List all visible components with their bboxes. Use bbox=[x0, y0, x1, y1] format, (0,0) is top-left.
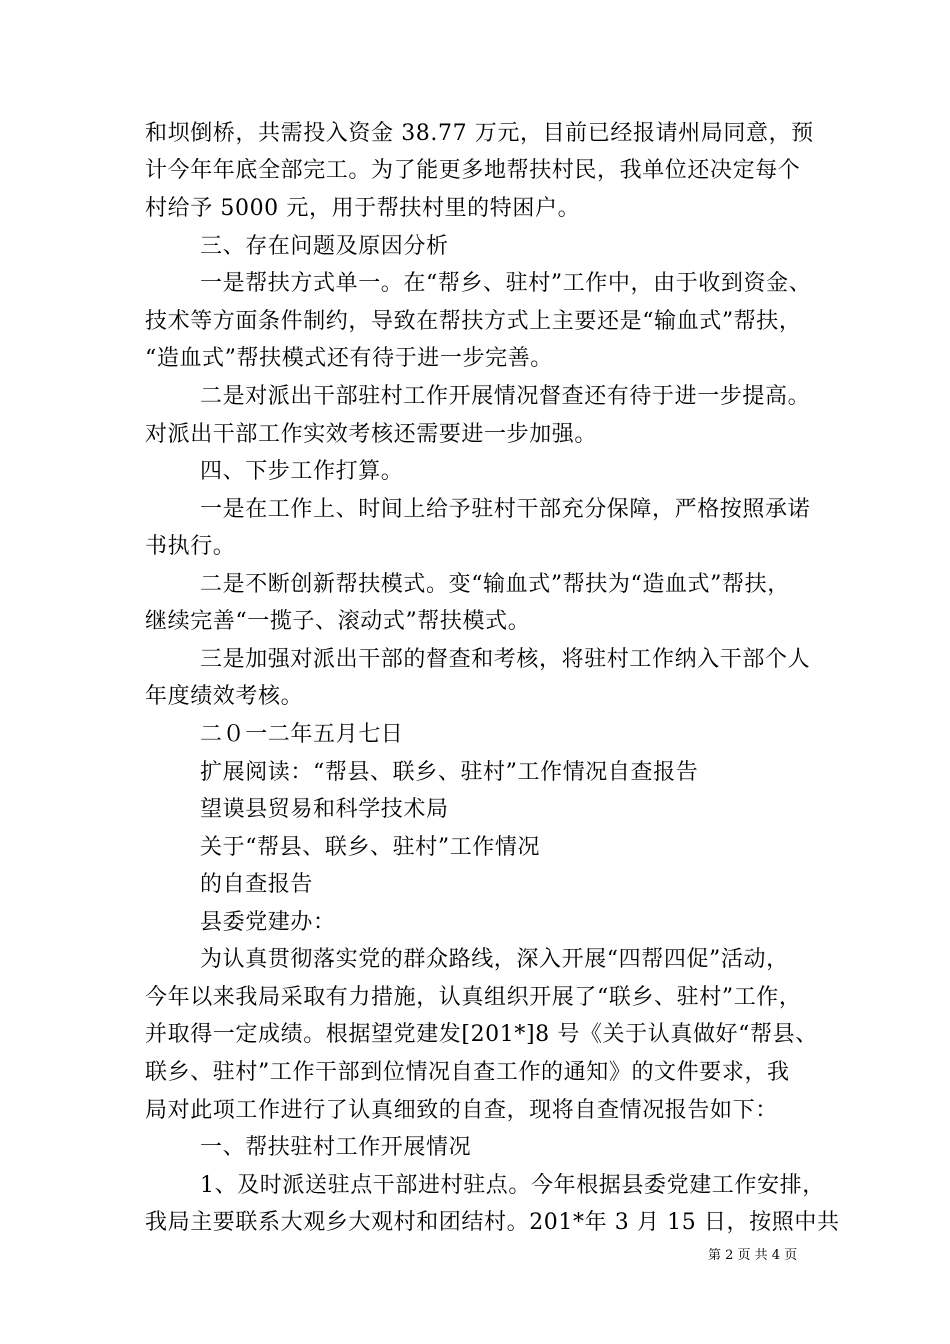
text-line: 书执行。 bbox=[145, 534, 236, 559]
text-line: 一是帮扶方式单一。在“帮乡、驻村”工作中，由于收到资金、 bbox=[200, 271, 812, 296]
text-line: 和坝倒桥，共需投入资金 38.77 万元，目前已经报请州局同意，预 bbox=[145, 121, 814, 146]
extended-reading-title: 扩展阅读：“帮县、联乡、驻村”工作情况自查报告 bbox=[200, 760, 699, 785]
organization-name: 望谟县贸易和科学技术局 bbox=[200, 797, 449, 822]
report-title-line: 的自查报告 bbox=[200, 872, 314, 897]
text-line: “造血式”帮扶模式还有待于进一步完善。 bbox=[145, 346, 553, 371]
text-line: 二是对派出干部驻村工作开展情况督查还有待于进一步提高。 bbox=[200, 384, 811, 409]
section-heading: 四、下步工作打算。 bbox=[200, 459, 404, 484]
text-line: 为认真贯彻落实党的群众路线，深入开展“四帮四促”活动， bbox=[200, 947, 789, 972]
text-line: 村给予 5000 元，用于帮扶村里的特困户。 bbox=[145, 196, 581, 221]
date-line: 二０一二年五月七日 bbox=[200, 722, 404, 747]
text-line: 今年以来我局采取有力措施，认真组织开展了“联乡、驻村”工作， bbox=[145, 985, 802, 1010]
text-line: 并取得一定成绩。根据望党建发[201*]8 号《关于认真做好“帮县、 bbox=[145, 1022, 818, 1047]
page-number: 第 2 页 共 4 页 bbox=[708, 1248, 798, 1263]
section-heading: 三、存在问题及原因分析 bbox=[200, 234, 449, 259]
text-line: 对派出干部工作实效考核还需要进一步加强。 bbox=[145, 422, 598, 447]
text-line: 二是不断创新帮扶模式。变“输血式”帮扶为“造血式”帮扶， bbox=[200, 572, 790, 597]
text-line: 年度绩效考核。 bbox=[145, 684, 304, 709]
text-line: 局对此项工作进行了认真细致的自查，现将自查情况报告如下： bbox=[145, 1098, 778, 1123]
text-line: 技术等方面条件制约，导致在帮扶方式上主要还是“输血式”帮扶， bbox=[145, 309, 802, 334]
text-line: 联乡、驻村”工作干部到位情况自查工作的通知》的文件要求，我 bbox=[145, 1060, 790, 1085]
report-title-line: 关于“帮县、联乡、驻村”工作情况 bbox=[200, 835, 541, 860]
text-line: 一是在工作上、时间上给予驻村干部充分保障，严格按照承诺 bbox=[200, 497, 811, 522]
recipient-line: 县委党建办： bbox=[200, 910, 336, 935]
text-line: 我局主要联系大观乡大观村和团结村。201*年 3 月 15 日，按照中共 bbox=[145, 1210, 840, 1235]
text-line: 继续完善“一揽子、滚动式”帮扶模式。 bbox=[145, 609, 531, 634]
section-heading: 一、帮扶驻村工作开展情况 bbox=[200, 1135, 472, 1160]
text-line: 三是加强对派出干部的督查和考核，将驻村工作纳入干部个人 bbox=[200, 647, 811, 672]
text-line: 计今年年底全部完工。为了能更多地帮扶村民，我单位还决定每个 bbox=[145, 158, 801, 183]
text-line: 1、及时派送驻点干部进村驻点。今年根据县委党建工作安排， bbox=[200, 1173, 825, 1198]
